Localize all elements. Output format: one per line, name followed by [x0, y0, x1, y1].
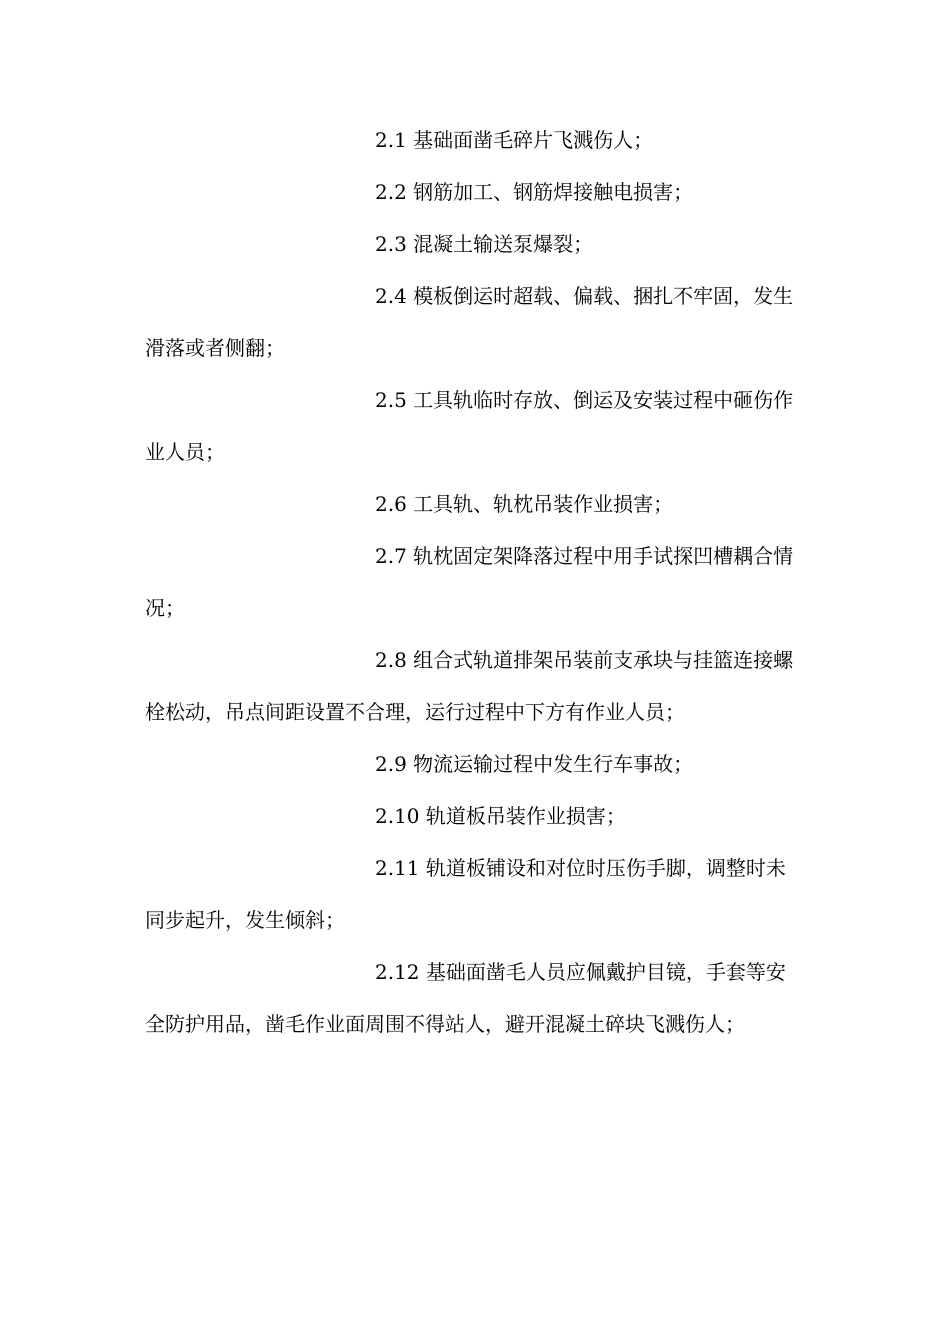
hazard-item-2-11: 2.11 轨道板铺设和对位时压伤手脚，调整时未同步起升，发生倾斜；	[145, 856, 786, 932]
hazard-item-2-5: 2.5 工具轨临时存放、倒运及安装过程中砸伤作业人员；	[145, 388, 794, 464]
hazard-item-2-6: 2.6 工具轨、轨枕吊装作业损害；	[375, 492, 674, 516]
hazard-item-2-2: 2.2 钢筋加工、钢筋焊接触电损害；	[375, 180, 694, 204]
hazard-item-2-9: 2.9 物流运输过程中发生行车事故；	[375, 752, 694, 776]
hazard-item-2-7: 2.7 轨枕固定架降落过程中用手试探凹槽耦合情况；	[145, 544, 794, 620]
hazard-item-2-12: 2.12 基础面凿毛人员应佩戴护目镜，手套等安全防护用品，凿毛作业面周围不得站人，避开混凝土碎块飞溅伤人；	[145, 960, 786, 1036]
hazard-item-2-8: 2.8 组合式轨道排架吊装前支承块与挂篮连接螺栓松动，吊点间距设置不合理，运行过程中下方有作业人员；	[145, 648, 794, 724]
hazard-item-2-3: 2.3 混凝土输送泵爆裂；	[375, 232, 594, 256]
document-body	[145, 114, 805, 1050]
hazard-item-2-10: 2.10 轨道板吊装作业损害；	[375, 804, 626, 828]
hazard-item-2-4: 2.4 模板倒运时超载、偏载、捆扎不牢固，发生滑落或者侧翻；	[145, 284, 794, 360]
hazard-item-2-1: 2.1 基础面凿毛碎片飞溅伤人；	[375, 128, 654, 152]
